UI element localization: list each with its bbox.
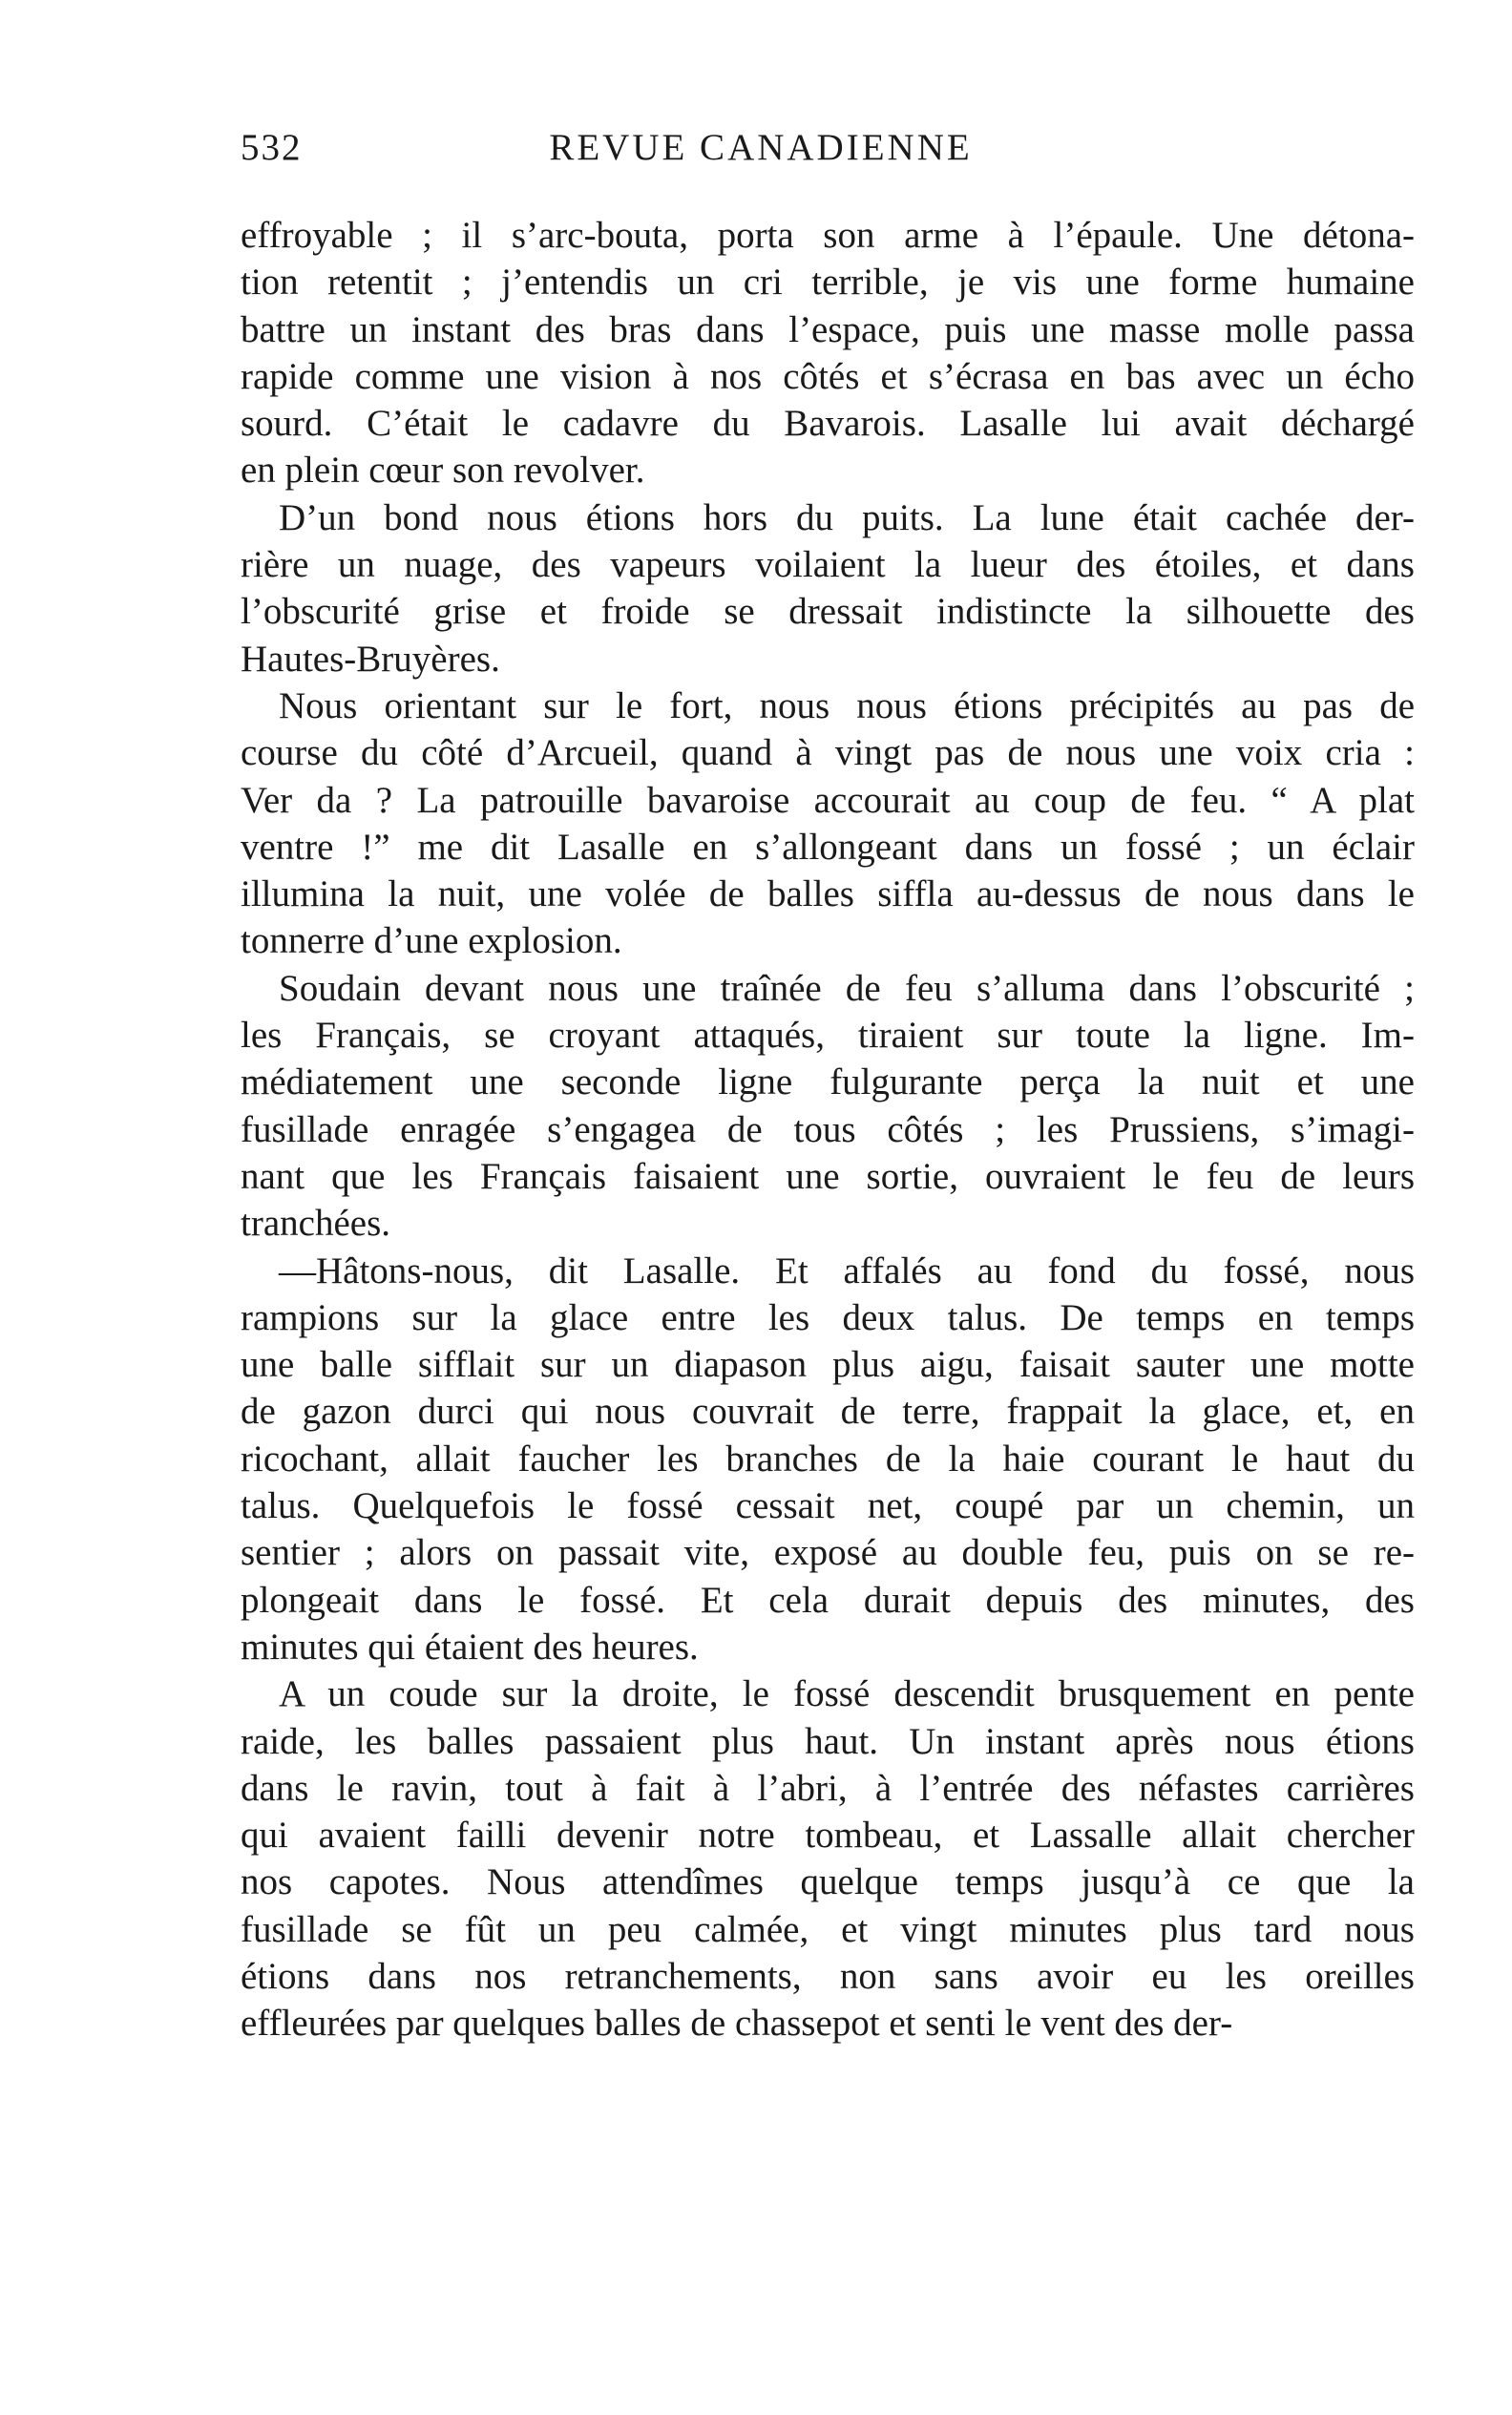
text-line: tranchées.: [241, 1203, 390, 1245]
text-line: fusillade enragée s’engagea de tous côtés ; les Prussiens, s’imagi-: [241, 1108, 1415, 1150]
text-line: Soudain devant nous une traînée de feu s’alluma dans l’obscurité ;: [279, 967, 1415, 1009]
text-line: sourd. C’était le cadavre du Bavarois. Lasalle lui avait déchargé: [241, 403, 1415, 445]
text-line: de gazon durci qui nous couvrait de terre, frappait la glace, et, en: [241, 1391, 1415, 1433]
text-line: illumina la nuit, une volée de balles siffla au-dessus de nous dans le: [241, 873, 1415, 915]
text-line: en plein cœur son revolver.: [241, 450, 645, 492]
text-line: talus. Quelquefois le fossé cessait net, coupé par un chemin, un: [241, 1485, 1415, 1527]
text-line: rampions sur la glace entre les deux talus. De temps en temps: [241, 1296, 1415, 1338]
text-line: médiatement une seconde ligne fulgurante perça la nuit et une: [241, 1061, 1415, 1103]
text-line: effleurées par quelques balles de chassepot et senti le vent des der-: [241, 2003, 1233, 2045]
paragraph: [241, 212, 1434, 494]
text-line: l’obscurité grise et froide se dressait indistincte la silhouette des: [241, 591, 1415, 633]
text-line: rière un nuage, des vapeurs voilaient la lueur des étoiles, et dans: [241, 544, 1415, 586]
text-line: Hautes-Bruyères.: [241, 638, 500, 680]
text-line: qui avaient failli devenir notre tombeau, et Lassalle allait chercher: [241, 1815, 1415, 1857]
text-line: raide, les balles passaient plus haut. Un instant après nous étions: [241, 1720, 1415, 1762]
text-line: sentier ; alors on passait vite, exposé au double feu, puis on se re-: [241, 1532, 1415, 1574]
paragraph: [241, 1248, 1434, 1671]
paragraph: [241, 682, 1434, 965]
text-line: les Français, se croyant attaqués, tiraient sur toute la ligne. Im-: [241, 1015, 1415, 1057]
body-text: [241, 212, 1434, 2048]
text-line: Nous orientant sur le fort, nous nous étions précipités au pas de: [279, 684, 1415, 726]
text-line: course du côté d’Arcueil, quand à vingt pas de nous une voix cria :: [241, 732, 1415, 774]
text-line: plongeait dans le fossé. Et cela durait depuis des minutes, des: [241, 1579, 1415, 1621]
text-line: —Hâtons-nous, dit Lasalle. Et affalés au fond du fossé, nous: [279, 1250, 1415, 1292]
text-line: étions dans nos retranchements, non sans avoir eu les oreilles: [241, 1955, 1415, 1997]
text-line: battre un instant des bras dans l’espace, puis une masse molle passa: [241, 308, 1415, 350]
text-line: ricochant, allait faucher les branches de la haie courant le haut du: [241, 1438, 1415, 1480]
text-line: Ver da ? La patrouille bavaroise accourait au coup de feu. “ A plat: [241, 779, 1415, 821]
text-line: effroyable ; il s’arc-bouta, porta son arme à l’épaule. Une détona-: [241, 215, 1415, 256]
text-line: D’un bond nous étions hors du puits. La lune était cachée der-: [279, 496, 1415, 538]
text-line: tion retentit ; j’entendis un cri terrible, je vis une forme humaine: [241, 262, 1415, 304]
text-line: une balle sifflait sur un diapason plus aigu, faisait sauter une motte: [241, 1344, 1415, 1386]
page-header: [241, 126, 1281, 183]
text-line: fusillade se fût un peu calmée, et vingt minutes plus tard nous: [241, 1908, 1415, 1950]
text-line: ventre !” me dit Lasalle en s’allongeant dans un fossé ; un éclair: [241, 826, 1415, 868]
page-number: 532: [241, 127, 303, 168]
paragraph: [241, 965, 1434, 1248]
text-line: minutes qui étaient des heures.: [241, 1626, 699, 1668]
text-line: dans le ravin, tout à fait à l’abri, à l’entrée des néfastes carrières: [241, 1767, 1415, 1809]
paragraph: [241, 494, 1434, 682]
text-line: rapide comme une vision à nos côtés et s’écrasa en bas avec un écho: [241, 355, 1415, 397]
text-line: nos capotes. Nous attendîmes quelque temps jusqu’à ce que la: [241, 1861, 1415, 1903]
text-line: tonnerre d’une explosion.: [241, 920, 622, 962]
text-line: nant que les Français faisaient une sortie, ouvraient le feu de leurs: [241, 1155, 1415, 1197]
paragraph: [241, 1670, 1434, 2047]
running-title: REVUE CANADIENNE: [549, 127, 973, 168]
text-line: A un coude sur la droite, le fossé descendit brusquement en pente: [279, 1673, 1415, 1715]
